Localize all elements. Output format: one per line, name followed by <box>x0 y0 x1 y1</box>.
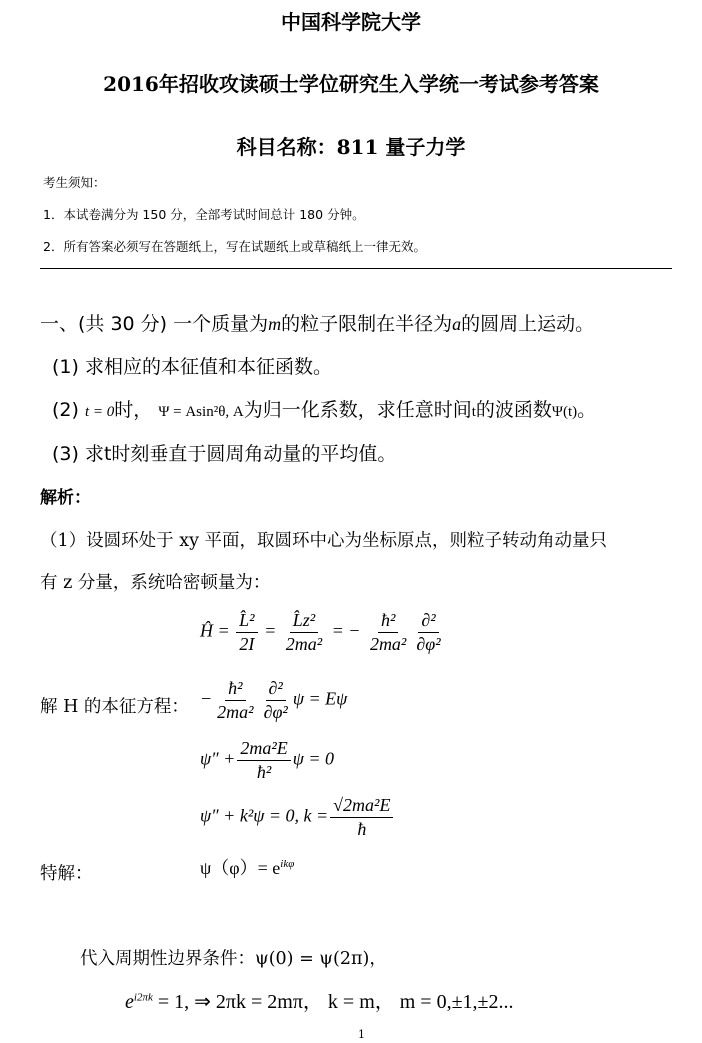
denominator: 2ma² <box>369 633 407 654</box>
eigen-label: 解 H 的本征方程： <box>40 697 189 717</box>
sub-question-3: (3) 求t时刻垂直于圆周角动量的平均值。 <box>52 443 397 465</box>
numerator: ħ² <box>225 678 245 701</box>
var-a: a <box>452 314 462 334</box>
fraction <box>413 610 443 655</box>
equation-4 <box>200 795 395 840</box>
math: Ĥ = <box>200 620 230 641</box>
fraction <box>237 738 290 783</box>
fraction <box>367 610 409 655</box>
quantization-equation <box>125 985 514 1014</box>
school-title: 中国科学院大学 <box>281 10 421 34</box>
math: ψ = Eψ <box>292 688 348 709</box>
var-m: m <box>268 314 282 334</box>
numerator: ħ² <box>378 610 398 633</box>
divider <box>40 268 672 269</box>
math: ψ″ + k²ψ = 0, k = <box>200 805 329 826</box>
special-solution-label: 特解： <box>40 864 93 884</box>
math: = 1, ⇒ 2πk = 2mπ， k = m， m = 0,±1,±2... <box>152 991 514 1013</box>
text: 。 <box>577 399 597 421</box>
denominator: ħ² <box>256 761 272 782</box>
math: t = 0 <box>84 404 115 420</box>
fraction <box>330 795 393 840</box>
numerator: ∂² <box>266 678 286 701</box>
fraction <box>283 610 325 655</box>
denominator: 2I <box>239 633 255 654</box>
fraction <box>261 678 291 723</box>
intro-text: 的粒子限制在半径为 <box>281 313 453 335</box>
boundary-condition: 代入周期性边界条件：ψ(0) = ψ(2π)， <box>80 949 387 969</box>
notice-item-2: 2．所有答案必须写在答题纸上，写在试题纸上或草稿纸上一律无效。 <box>43 239 426 254</box>
numerator: L̂² <box>236 610 257 633</box>
denominator: ∂φ² <box>416 633 441 654</box>
notice-heading: 考生须知： <box>43 175 106 190</box>
question-intro <box>40 309 594 336</box>
math: = <box>264 620 277 641</box>
sub-question-1: (1) 求相应的本征值和本征函数。 <box>52 356 332 378</box>
math: − <box>200 688 213 709</box>
sub-question-2 <box>52 395 596 422</box>
math: ψ″ + <box>200 748 236 769</box>
text: 时， <box>114 399 153 421</box>
denominator: 2ma² <box>217 701 254 722</box>
answer-para-line-2: 有 z 分量，系统哈密顿量为： <box>40 573 271 593</box>
equation-3 <box>200 738 334 783</box>
numerator: √2ma²E <box>330 795 393 818</box>
intro-text: 一、(共 30 分) 一个质量为 <box>40 313 269 335</box>
eigen-equation <box>200 678 347 723</box>
page-number: 1 <box>358 1028 365 1041</box>
exponent: ikφ <box>280 858 295 870</box>
intro-text: 的圆周上运动。 <box>461 313 595 335</box>
label: (2) <box>52 399 79 421</box>
numerator: ∂² <box>418 610 438 633</box>
math: ψ（φ）= e <box>200 858 281 878</box>
denominator: ∂φ² <box>263 701 288 722</box>
fraction <box>236 610 257 655</box>
math: ψ = 0 <box>292 748 335 769</box>
denominator: ħ <box>357 818 367 839</box>
math: e <box>125 991 134 1013</box>
exponent: i2πk <box>133 991 153 1004</box>
math: Ψ(t) <box>551 404 578 420</box>
denominator: 2ma² <box>285 633 323 654</box>
text: 的波函数 <box>475 399 552 421</box>
text: 为归一化系数，求任意时间 <box>243 399 472 421</box>
exam-title: 2016年招收攻读硕士学位研究生入学统一考试参考答案 <box>103 72 599 96</box>
notice-item-1: 1．本试卷满分为 150 分，全部考试时间总计 180 分钟。 <box>43 207 365 222</box>
fraction <box>214 678 256 723</box>
math: Ψ = Asin²θ, A <box>158 404 244 420</box>
numerator: 2ma²E <box>237 738 290 761</box>
answer-para-line-1: （1）设圆环处于 xy 平面，取圆环中心为坐标原点，则粒子转动角动量只 <box>40 531 608 551</box>
subject-title: 科目名称：811 量子力学 <box>236 135 466 159</box>
answer-heading: 解析： <box>40 488 91 508</box>
numerator: L̂z² <box>290 610 318 633</box>
hamiltonian-equation <box>200 610 446 655</box>
math: t <box>471 404 476 420</box>
math: = − <box>331 620 361 641</box>
special-solution-equation <box>200 854 294 880</box>
